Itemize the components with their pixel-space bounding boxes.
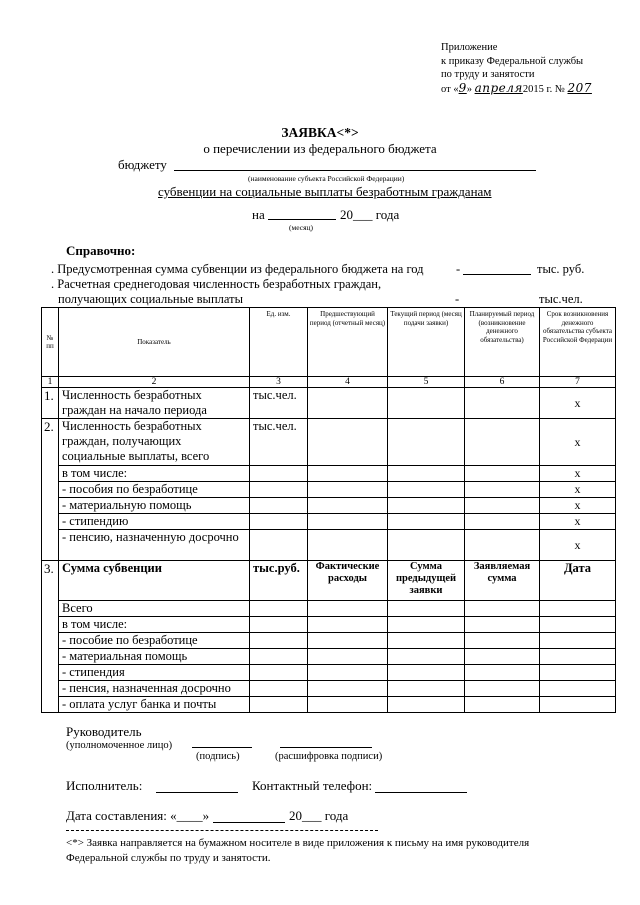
col-number: 4: [308, 377, 388, 388]
value-cell[interactable]: [465, 388, 540, 419]
value-cell[interactable]: [308, 697, 388, 713]
period-prefix: на: [252, 207, 265, 222]
value-cell[interactable]: [250, 482, 308, 498]
value-cell[interactable]: [250, 514, 308, 530]
header-term: Срок возникновения денежного обязательства субъекта Российской Федерации: [540, 308, 616, 377]
value-cell[interactable]: [465, 697, 540, 713]
handwritten-number: 207: [567, 80, 592, 95]
x-mark: х: [540, 419, 616, 466]
col-declared-sum: Заявляемая сумма: [465, 561, 540, 601]
row-unit: тыс.чел.: [250, 388, 308, 419]
value-cell[interactable]: [388, 466, 465, 482]
authorized-caption: (уполномоченное лицо): [66, 740, 173, 751]
row-label: в том числе:: [59, 617, 250, 633]
value-cell[interactable]: [465, 419, 540, 466]
executor-field[interactable]: [156, 792, 238, 793]
table-row: [42, 466, 616, 482]
row-label: - пособие по безработице: [59, 633, 250, 649]
executor-label: Исполнитель:: [66, 778, 143, 793]
table-header-row: [42, 308, 616, 377]
handwritten-day: 9: [458, 80, 467, 95]
col-date: Дата: [540, 561, 616, 601]
table-row: [42, 561, 616, 601]
reference-line-3: получающих социальные выплаты: [58, 292, 243, 306]
value-cell[interactable]: [250, 649, 308, 665]
row-label: - материальная помощь: [59, 649, 250, 665]
table-row: [42, 530, 616, 561]
table-row: [42, 498, 616, 514]
phone-field[interactable]: [375, 792, 467, 793]
value-cell[interactable]: [250, 681, 308, 697]
date-month-field[interactable]: [213, 822, 285, 823]
appendix-header: [441, 41, 631, 96]
value-cell[interactable]: [465, 530, 540, 561]
value-cell[interactable]: [540, 665, 616, 681]
value-cell[interactable]: [308, 530, 388, 561]
column-numbers-row: [42, 377, 616, 388]
value-cell[interactable]: [465, 665, 540, 681]
value-cell[interactable]: [465, 498, 540, 514]
value-cell[interactable]: [388, 633, 465, 649]
value-cell[interactable]: [250, 466, 308, 482]
value-cell[interactable]: [465, 466, 540, 482]
value-cell[interactable]: [465, 681, 540, 697]
x-mark: х: [540, 482, 616, 498]
table-row: [42, 419, 616, 466]
signature-field[interactable]: [192, 747, 252, 748]
header-indicator: Показатель: [59, 308, 250, 377]
signature-decode-field[interactable]: [280, 747, 372, 748]
x-mark: х: [540, 530, 616, 561]
value-cell[interactable]: [250, 617, 308, 633]
header-unit: Ед. изм.: [250, 308, 308, 377]
value-cell[interactable]: [540, 601, 616, 617]
value-cell[interactable]: [308, 514, 388, 530]
footnote-divider: [66, 830, 378, 831]
value-cell[interactable]: [308, 388, 388, 419]
reference-heading: Справочно:: [66, 243, 136, 258]
value-cell[interactable]: [465, 601, 540, 617]
value-cell[interactable]: [250, 530, 308, 561]
col-number: 6: [465, 377, 540, 388]
table-row: [42, 482, 616, 498]
footnote-line-1: <*> Заявка направляется на бумажном носителе в виде приложения к письму на имя руководителя: [66, 837, 530, 849]
value-cell[interactable]: [308, 681, 388, 697]
value-cell[interactable]: [388, 697, 465, 713]
value-cell[interactable]: [250, 697, 308, 713]
value-cell[interactable]: [308, 617, 388, 633]
table-row: [42, 617, 616, 633]
row-unit: тыс.чел.: [250, 419, 308, 466]
subvention-line: субвенции на социальные выплаты безработным гражданам: [158, 184, 492, 199]
value-cell[interactable]: [388, 498, 465, 514]
reference-line-2: . Расчетная среднегодовая численность безработных граждан,: [51, 277, 382, 291]
signature-caption: (подпись): [196, 751, 240, 762]
x-mark: х: [540, 388, 616, 419]
value-cell[interactable]: [465, 482, 540, 498]
row-label: - стипендию: [59, 514, 250, 530]
table-row: [42, 649, 616, 665]
value-cell[interactable]: [308, 482, 388, 498]
value-cell[interactable]: [250, 498, 308, 514]
reference-dash-1: -: [456, 262, 461, 276]
value-cell[interactable]: [388, 388, 465, 419]
table-row: [42, 665, 616, 681]
value-cell[interactable]: [540, 697, 616, 713]
date-year: 20___ года: [289, 808, 349, 823]
value-cell[interactable]: [388, 482, 465, 498]
col-number: 5: [388, 377, 465, 388]
row-label: - стипендия: [59, 665, 250, 681]
value-cell[interactable]: [308, 633, 388, 649]
row-label: Численность безработных граждан, получающих социальные выплаты, всего: [59, 419, 250, 466]
row-label: - пособия по безработице: [59, 482, 250, 498]
appendix-date-line: от «9» апреля2015 г. № 207: [441, 80, 592, 95]
x-mark: х: [540, 498, 616, 514]
period-year: 20___ года: [340, 207, 400, 222]
value-cell[interactable]: [540, 649, 616, 665]
value-cell[interactable]: [540, 617, 616, 633]
budget-label: бюджету: [118, 157, 167, 172]
row-label: - пенсия, назначенная досрочно: [59, 681, 250, 697]
header-current: Текущий период (месяц подачи заявки): [388, 308, 465, 377]
x-mark: х: [540, 514, 616, 530]
subvention-table: [41, 307, 616, 713]
head-label: Руководитель: [66, 724, 142, 739]
value-cell[interactable]: [465, 649, 540, 665]
appendix-line-1: Приложение: [441, 42, 498, 53]
month-caption: (месяц): [289, 223, 314, 232]
col-previous-request: Сумма предыдущей заявки: [388, 561, 465, 601]
value-cell[interactable]: [540, 633, 616, 649]
reference-unit-2: тыс.чел.: [539, 292, 583, 306]
row-label: - оплата услуг банка и почты: [59, 697, 250, 713]
table-row: [42, 697, 616, 713]
col-actual-expenses: Фактические расходы: [308, 561, 388, 601]
decode-caption: (расшифровка подписи): [275, 751, 383, 762]
header-previous: Предшествующий период (отчетный месяц): [308, 308, 388, 377]
value-cell[interactable]: [388, 649, 465, 665]
document-title: ЗАЯВКА<*>: [281, 125, 359, 140]
col-number: 7: [540, 377, 616, 388]
col-number: 1: [42, 377, 59, 388]
value-cell[interactable]: [308, 466, 388, 482]
row-label: Сумма субвенции: [59, 561, 250, 601]
header-no: № пп: [42, 308, 59, 377]
row-number: 3.: [42, 561, 59, 713]
value-cell[interactable]: [388, 681, 465, 697]
phone-label: Контактный телефон:: [252, 778, 373, 793]
value-cell[interactable]: [308, 649, 388, 665]
row-unit: тыс.руб.: [250, 561, 308, 601]
row-label: Численность безработных граждан на начало периода: [59, 388, 250, 419]
value-cell[interactable]: [388, 601, 465, 617]
value-cell[interactable]: [308, 419, 388, 466]
value-cell[interactable]: [388, 514, 465, 530]
value-cell[interactable]: [308, 665, 388, 681]
value-cell[interactable]: [388, 665, 465, 681]
table-row: [42, 601, 616, 617]
row-label: в том числе:: [59, 466, 250, 482]
value-cell[interactable]: [308, 601, 388, 617]
subject-name-field[interactable]: [174, 170, 536, 171]
value-cell[interactable]: [250, 665, 308, 681]
document-subtitle: о перечислении из федерального бюджета: [203, 141, 437, 156]
appendix-line-3: по труду и занятости: [441, 69, 535, 80]
value-cell[interactable]: [250, 601, 308, 617]
value-cell[interactable]: [465, 514, 540, 530]
value-cell[interactable]: [250, 633, 308, 649]
row-number: 1.: [42, 388, 59, 419]
value-cell[interactable]: [388, 617, 465, 633]
reference-unit-1: тыс. руб.: [537, 262, 585, 276]
table-row: [42, 388, 616, 419]
value-cell[interactable]: [308, 498, 388, 514]
row-label: Всего: [59, 601, 250, 617]
annual-sum-field[interactable]: [463, 274, 531, 275]
table-row: [42, 681, 616, 697]
row-label: - материальную помощь: [59, 498, 250, 514]
table-row: [42, 633, 616, 649]
table-row: [42, 514, 616, 530]
col-number: 2: [59, 377, 250, 388]
row-label: - пенсию, назначенную досрочно: [59, 530, 250, 561]
month-field[interactable]: [268, 219, 336, 220]
value-cell[interactable]: [465, 617, 540, 633]
value-cell[interactable]: [540, 681, 616, 697]
reference-line-1: . Предусмотренная сумма субвенции из федерального бюджета на год: [51, 262, 424, 276]
x-mark: х: [540, 466, 616, 482]
header-planned: Планируемый период (возникновение денежного обязательства): [465, 308, 540, 377]
row-number: 2.: [42, 419, 59, 561]
value-cell[interactable]: [388, 419, 465, 466]
date-label: Дата составления: «____»: [66, 808, 210, 823]
appendix-line-2: к приказу Федеральной службы: [441, 55, 584, 67]
reference-dash-2: -: [455, 292, 460, 306]
col-number: 3: [250, 377, 308, 388]
value-cell[interactable]: [388, 530, 465, 561]
subject-caption: (наименование субъекта Российской Федерации): [248, 174, 405, 183]
handwritten-month: апреля: [474, 80, 523, 95]
value-cell[interactable]: [465, 633, 540, 649]
footnote-line-2: Федеральной службы по труду и занятости.: [66, 852, 271, 864]
